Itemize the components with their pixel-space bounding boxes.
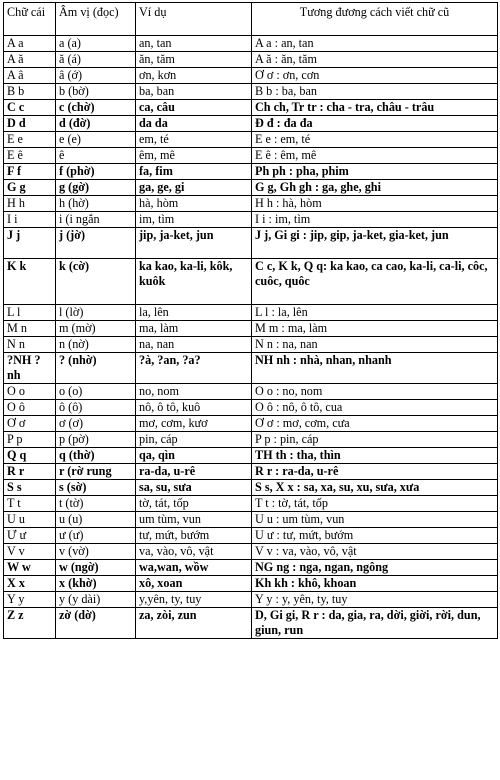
cell-letter: O o xyxy=(4,384,56,400)
table-row xyxy=(4,305,498,321)
cell-old-spelling: U ư : tư, mứt, bướm xyxy=(252,528,498,544)
cell-old-spelling: H h : hà, hòm xyxy=(252,196,498,212)
cell-sound: k (cờ) xyxy=(56,259,136,305)
cell-example: ka kao, ka-li, kôk, kuôk xyxy=(136,259,252,305)
table-row xyxy=(4,337,498,353)
cell-old-spelling: G g, Gh gh : ga, ghe, ghi xyxy=(252,180,498,196)
cell-sound: u (u) xyxy=(56,512,136,528)
header-example: Ví dụ xyxy=(136,3,252,36)
cell-old-spelling: NG ng : nga, ngan, ngông xyxy=(252,560,498,576)
table-row xyxy=(4,496,498,512)
cell-letter: F f xyxy=(4,164,56,180)
cell-sound: w (ngờ) xyxy=(56,560,136,576)
cell-old-spelling: E ê : êm, mê xyxy=(252,148,498,164)
cell-sound: zờ (dờ) xyxy=(56,608,136,639)
cell-sound: ơ (ơ) xyxy=(56,416,136,432)
cell-example: ?à, ?an, ?a? xyxy=(136,353,252,384)
cell-old-spelling: Ch ch, Tr tr : cha - tra, châu - trâu xyxy=(252,100,498,116)
cell-example: ga, ge, gi xyxy=(136,180,252,196)
table-body xyxy=(4,36,498,639)
cell-letter: P p xyxy=(4,432,56,448)
cell-letter: E ê xyxy=(4,148,56,164)
table-row xyxy=(4,560,498,576)
table-row xyxy=(4,416,498,432)
cell-example: tờ, tát, tốp xyxy=(136,496,252,512)
cell-old-spelling: T t : tờ, tát, tốp xyxy=(252,496,498,512)
cell-old-spelling: A a : an, tan xyxy=(252,36,498,52)
cell-example: em, té xyxy=(136,132,252,148)
table-row xyxy=(4,116,498,132)
cell-old-spelling: NH nh : nhà, nhan, nhanh xyxy=(252,353,498,384)
cell-old-spelling: M m : ma, làm xyxy=(252,321,498,337)
cell-sound: l (lờ) xyxy=(56,305,136,321)
cell-sound: r (rờ rung xyxy=(56,464,136,480)
table-row xyxy=(4,400,498,416)
cell-example: va, vào, vô, vật xyxy=(136,544,252,560)
cell-example: pin, cáp xyxy=(136,432,252,448)
cell-sound: c (chờ) xyxy=(56,100,136,116)
table-row xyxy=(4,100,498,116)
cell-example: nô, ô tô, kuô xyxy=(136,400,252,416)
cell-sound: d (đờ) xyxy=(56,116,136,132)
cell-old-spelling: Ph ph : pha, phim xyxy=(252,164,498,180)
cell-sound: n (nờ) xyxy=(56,337,136,353)
cell-letter: U u xyxy=(4,512,56,528)
cell-letter: R r xyxy=(4,464,56,480)
alphabet-table xyxy=(3,2,498,639)
cell-sound: â (ớ) xyxy=(56,68,136,84)
table-row xyxy=(4,321,498,337)
table-row xyxy=(4,480,498,496)
table-row xyxy=(4,432,498,448)
cell-old-spelling: C c, K k, Q q: ka kao, ca cao, ka-li, ca-li, côc, cuôc, quôc xyxy=(252,259,498,305)
cell-old-spelling: N n : na, nan xyxy=(252,337,498,353)
cell-old-spelling: U u : um tùm, vun xyxy=(252,512,498,528)
cell-letter: H h xyxy=(4,196,56,212)
cell-letter: B b xyxy=(4,84,56,100)
cell-letter: M n xyxy=(4,321,56,337)
cell-sound: h (hờ) xyxy=(56,196,136,212)
cell-letter: V v xyxy=(4,544,56,560)
cell-example: fa, fim xyxy=(136,164,252,180)
cell-letter: N n xyxy=(4,337,56,353)
cell-letter: O ô xyxy=(4,400,56,416)
cell-letter: A ă xyxy=(4,52,56,68)
cell-old-spelling: J j, Gi gi : jip, gip, ja-ket, gia-ket, jun xyxy=(252,228,498,259)
table-row xyxy=(4,544,498,560)
cell-letter: D d xyxy=(4,116,56,132)
cell-sound: a (a) xyxy=(56,36,136,52)
table-row xyxy=(4,384,498,400)
table-row xyxy=(4,592,498,608)
cell-old-spelling: Đ đ : đa đa xyxy=(252,116,498,132)
cell-sound: i (i ngắn xyxy=(56,212,136,228)
cell-letter: T t xyxy=(4,496,56,512)
table-row xyxy=(4,132,498,148)
cell-letter: A a xyxy=(4,36,56,52)
table-row xyxy=(4,259,498,305)
cell-sound: y (y dài) xyxy=(56,592,136,608)
table-row xyxy=(4,36,498,52)
cell-letter: Y y xyxy=(4,592,56,608)
table-row xyxy=(4,528,498,544)
cell-letter: X x xyxy=(4,576,56,592)
cell-old-spelling: D, Gi gi, R r : da, gia, ra, dời, giời, rời, dun, giun, run xyxy=(252,608,498,639)
cell-sound: t (tờ) xyxy=(56,496,136,512)
cell-example: ăn, tăm xyxy=(136,52,252,68)
header-letter: Chữ cái xyxy=(4,3,56,36)
cell-letter: S s xyxy=(4,480,56,496)
cell-example: ma, làm xyxy=(136,321,252,337)
cell-example: im, tìm xyxy=(136,212,252,228)
cell-old-spelling: E e : em, té xyxy=(252,132,498,148)
page xyxy=(0,2,500,780)
cell-example: da da xyxy=(136,116,252,132)
table-row xyxy=(4,512,498,528)
cell-letter: W w xyxy=(4,560,56,576)
cell-sound: b (bờ) xyxy=(56,84,136,100)
cell-letter: Q q xyxy=(4,448,56,464)
cell-sound: ô (ô) xyxy=(56,400,136,416)
cell-sound: v (vờ) xyxy=(56,544,136,560)
cell-old-spelling: S s, X x : sa, xa, su, xu, sưa, xưa xyxy=(252,480,498,496)
cell-old-spelling: B b : ba, ban xyxy=(252,84,498,100)
cell-sound: ư (ư) xyxy=(56,528,136,544)
table-row xyxy=(4,164,498,180)
table-row xyxy=(4,180,498,196)
cell-old-spelling: O o : no, nom xyxy=(252,384,498,400)
cell-sound: j (jờ) xyxy=(56,228,136,259)
header-sound: Âm vị (đọc) xyxy=(56,3,136,36)
cell-example: la, lên xyxy=(136,305,252,321)
cell-old-spelling: R r : ra-da, u-rê xyxy=(252,464,498,480)
cell-letter: G g xyxy=(4,180,56,196)
cell-example: ba, ban xyxy=(136,84,252,100)
table-row xyxy=(4,353,498,384)
cell-example: mơ, cơm, kươ xyxy=(136,416,252,432)
table-row xyxy=(4,228,498,259)
cell-sound: g (gờ) xyxy=(56,180,136,196)
table-row xyxy=(4,464,498,480)
cell-old-spelling: Ơ ơ : mơ, cơm, cưa xyxy=(252,416,498,432)
cell-old-spelling: P p : pin, cáp xyxy=(252,432,498,448)
cell-sound: e (e) xyxy=(56,132,136,148)
cell-letter: L l xyxy=(4,305,56,321)
cell-sound: q (thờ) xyxy=(56,448,136,464)
table-row xyxy=(4,52,498,68)
table-row xyxy=(4,84,498,100)
table-row xyxy=(4,212,498,228)
cell-old-spelling: Kh kh : khô, khoan xyxy=(252,576,498,592)
cell-example: sa, su, sưa xyxy=(136,480,252,496)
cell-old-spelling: A ă : ăn, tăm xyxy=(252,52,498,68)
cell-sound: o (o) xyxy=(56,384,136,400)
cell-sound: f (phờ) xyxy=(56,164,136,180)
table-row xyxy=(4,448,498,464)
cell-letter: E e xyxy=(4,132,56,148)
cell-old-spelling: O ô : nô, ô tô, cua xyxy=(252,400,498,416)
cell-example: êm, mê xyxy=(136,148,252,164)
cell-example: hà, hòm xyxy=(136,196,252,212)
table-row xyxy=(4,196,498,212)
cell-example: um tùm, vun xyxy=(136,512,252,528)
cell-sound: ê xyxy=(56,148,136,164)
cell-letter: J j xyxy=(4,228,56,259)
cell-example: jip, ja-ket, jun xyxy=(136,228,252,259)
cell-example: y,yên, ty, tuy xyxy=(136,592,252,608)
cell-example: an, tan xyxy=(136,36,252,52)
cell-old-spelling: I i : im, tìm xyxy=(252,212,498,228)
cell-old-spelling: L l : la, lên xyxy=(252,305,498,321)
cell-sound: ă (á) xyxy=(56,52,136,68)
cell-old-spelling: Ơ ơ : ơn, cơn xyxy=(252,68,498,84)
cell-example: xô, xoan xyxy=(136,576,252,592)
cell-example: za, zòi, zun xyxy=(136,608,252,639)
cell-old-spelling: TH th : tha, thìn xyxy=(252,448,498,464)
cell-example: na, nan xyxy=(136,337,252,353)
cell-old-spelling: V v : va, vào, vô, vật xyxy=(252,544,498,560)
cell-example: ra-da, u-rê xyxy=(136,464,252,480)
cell-example: ơn, kơn xyxy=(136,68,252,84)
cell-letter: Ơ ơ xyxy=(4,416,56,432)
cell-letter: I i xyxy=(4,212,56,228)
cell-sound: x (khờ) xyxy=(56,576,136,592)
cell-letter: K k xyxy=(4,259,56,305)
cell-sound: p (pờ) xyxy=(56,432,136,448)
cell-letter: ?NH ?nh xyxy=(4,353,56,384)
cell-example: ca, câu xyxy=(136,100,252,116)
cell-sound: ? (nhờ) xyxy=(56,353,136,384)
cell-example: no, nom xyxy=(136,384,252,400)
cell-sound: m (mờ) xyxy=(56,321,136,337)
cell-example: wa,wan, wồw xyxy=(136,560,252,576)
cell-sound: s (sờ) xyxy=(56,480,136,496)
cell-example: qa, qìn xyxy=(136,448,252,464)
cell-letter: Z z xyxy=(4,608,56,639)
header-old-spelling: Tương đương cách viết chữ cũ xyxy=(252,3,498,36)
table-row xyxy=(4,576,498,592)
table-row xyxy=(4,608,498,639)
table-row xyxy=(4,68,498,84)
cell-example: tư, mứt, bướm xyxy=(136,528,252,544)
cell-letter: Ư ư xyxy=(4,528,56,544)
table-header xyxy=(4,3,498,36)
cell-old-spelling: Y y : y, yên, ty, tuy xyxy=(252,592,498,608)
table-row xyxy=(4,148,498,164)
cell-letter: A â xyxy=(4,68,56,84)
cell-letter: C c xyxy=(4,100,56,116)
